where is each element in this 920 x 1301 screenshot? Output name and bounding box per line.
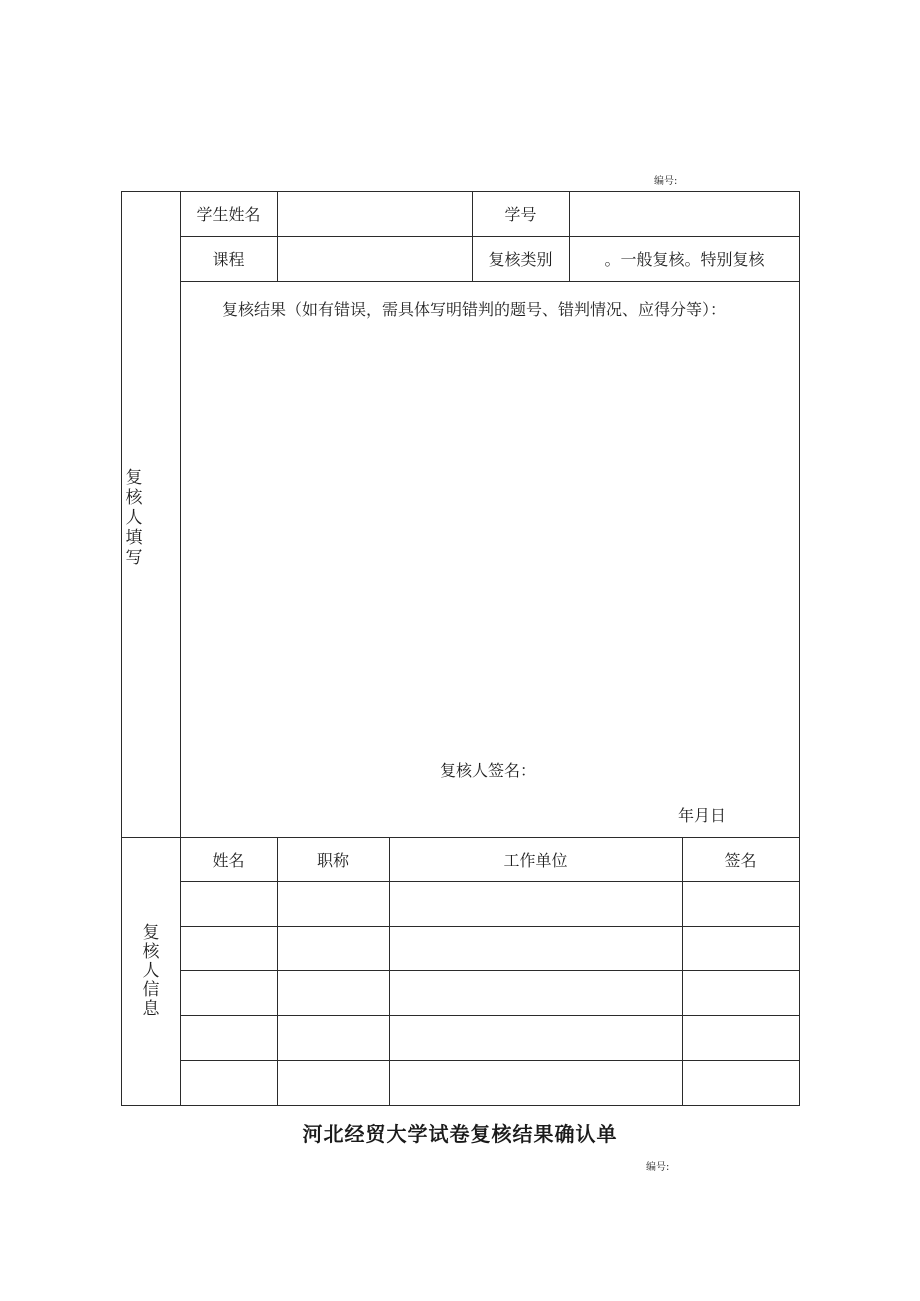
table-row[interactable] (181, 1061, 799, 1105)
table-row[interactable] (181, 927, 799, 970)
page-title: 河北经贸大学试卷复核结果确认单 (302, 1122, 618, 1146)
date-label: 年月日 (678, 806, 727, 825)
section-label-reviewer-fill: 复 核 人 填 写 (125, 468, 143, 568)
info-header-signature: 签名 (724, 850, 757, 870)
serial-number-label-top: 编号: (654, 176, 678, 187)
review-result-area[interactable] (185, 322, 795, 752)
student-id-label: 学号 (504, 205, 537, 224)
review-type-label: 复核类别 (488, 250, 553, 269)
serial-number-label-bottom: 编号: (646, 1162, 670, 1173)
review-type-options[interactable]: 。一般复核。特别复核 (604, 250, 765, 269)
reviewer-signature-label: 复核人签名： (440, 761, 537, 780)
review-result-prompt: 复核结果（如有错误，需具体写明错判的题号、错判情况、应得分等）： (222, 300, 727, 319)
course-field[interactable] (278, 237, 472, 281)
student-id-field[interactable] (570, 192, 799, 236)
table-row[interactable] (181, 1016, 799, 1060)
info-header-title: 职称 (316, 850, 349, 870)
table-row[interactable] (181, 882, 799, 926)
student-name-field[interactable] (278, 192, 472, 236)
info-header-name: 姓名 (212, 850, 245, 870)
student-name-label: 学生姓名 (196, 205, 261, 224)
table-row[interactable] (181, 971, 799, 1015)
course-label: 课程 (212, 250, 245, 269)
section-label-reviewer-info: 复 核 人 信 息 (142, 923, 160, 1019)
info-header-workplace: 工作单位 (503, 850, 568, 870)
